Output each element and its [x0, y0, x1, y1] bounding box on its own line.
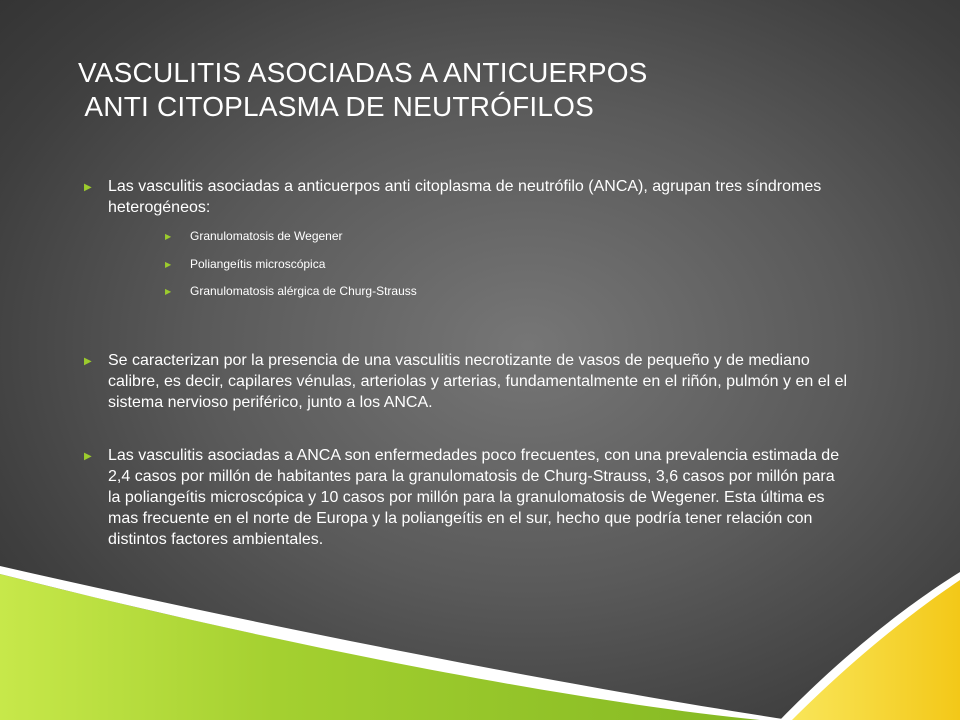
bullet-text: Las vasculitis asociadas a anticuerpos anti citoplasma de neutrófilo (ANCA), agrupan tres síndromes heterogéneos:: [108, 178, 822, 216]
bullet-arrow-icon: ▶: [84, 356, 92, 367]
bullet-arrow-icon: ▶: [84, 182, 92, 193]
bullet-characteristics: [84, 350, 848, 413]
bullet-arrow-icon: ▶: [84, 451, 92, 462]
yellow-swoosh: [790, 578, 960, 720]
sub-bullet-churg-strauss: [165, 283, 690, 299]
sub-bullet-text: Granulomatosis alérgica de Churg-Strauss: [190, 284, 417, 298]
bullet-prevalence: [84, 445, 848, 550]
bullet-text: Las vasculitis asociadas a ANCA son enfermedades poco frecuentes, con una prevalencia estimada de 2,4 casos por millón de habitantes para la granulomatosis de Churg-Strauss, 3,6 casos por millón para la poliangeítis microscópica y 10 casos por millón para la granulomatosis de Wegener. Esta última es mas frecuente en el norte de Europa y la poliangeítis en el sur, hecho que podría tener relación con distintos factores ambientales.: [108, 447, 840, 548]
slide-title: [78, 56, 918, 124]
slide-title-line-1: VASCULITIS ASOCIADAS A ANTICUERPOS: [78, 57, 648, 88]
sub-bullet-text: Poliangeítis microscópica: [190, 257, 326, 271]
bullet-arrow-icon: ▶: [165, 260, 172, 269]
sub-bullet-wegener: [165, 228, 690, 244]
slide-title-line-2: ANTI CITOPLASMA DE NEUTRÓFILOS: [78, 91, 595, 122]
bullet-anca-intro: [84, 176, 828, 218]
bullet-text: Se caracterizan por la presencia de una vasculitis necrotizante de vasos de pequeño y de mediano calibre, es decir, capilares vénulas, arteriolas y arterias, fundamentalmente en el riñón, pulmón y en el el sistema nervioso periférico, junto a los ANCA.: [108, 352, 848, 411]
bullet-arrow-icon: ▶: [165, 287, 172, 296]
sub-bullet-poliangeitis: [165, 256, 690, 272]
sub-bullet-text: Granulomatosis de Wegener: [190, 229, 343, 243]
bullet-arrow-icon: ▶: [165, 232, 172, 241]
